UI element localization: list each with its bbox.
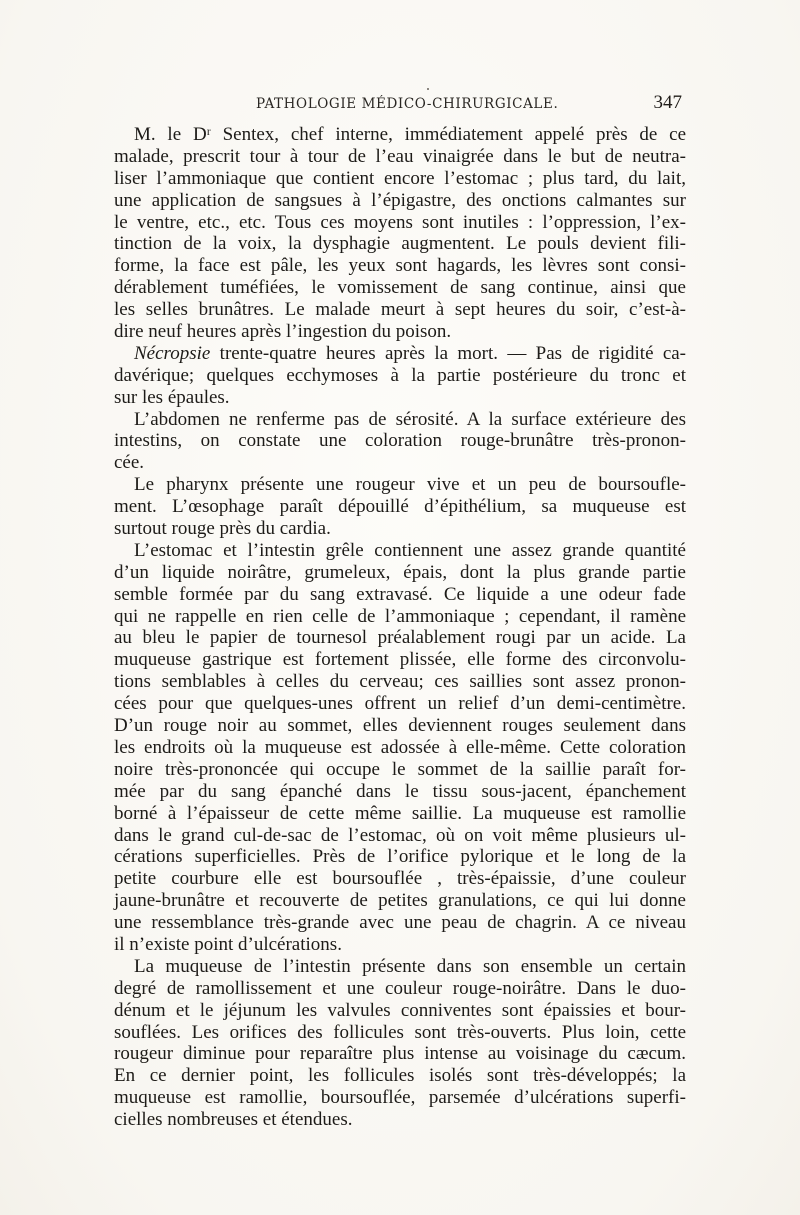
text-line: ment. L’œsophage paraît dépouillé d’épithélium, sa muqueuse est [114, 496, 686, 518]
text-line: L’abdomen ne renferme pas de sérosité. A la surface extérieure des [134, 408, 686, 430]
text-line: une ressemblance très-grande avec une peau de chagrin. A ce niveau [114, 912, 686, 934]
body-text [114, 124, 686, 1131]
text-line: L’estomac et l’intestin grêle contiennent une assez grande quantité [134, 539, 686, 561]
text-line: il n’existe point d’ulcérations. [114, 933, 342, 955]
text-line: jaune-brunâtre et recouverte de petites granulations, ce qui lui donne [114, 890, 686, 912]
text-line: cérations superficielles. Près de l’orifice pylorique et le long de la [114, 846, 686, 868]
text-line: mée par du sang épanché dans le tissu sous-jacent, épanchement [114, 780, 686, 802]
text-line: dire neuf heures après l’ingestion du poison. [114, 321, 452, 343]
text-line: malade, prescrit tour à tour de l’eau vinaigrée dans le but de neutra- [114, 145, 686, 167]
text-line: souflées. Les orifices des follicules sont très-ouverts. Plus loin, cette [114, 1021, 686, 1043]
text-line: tinction de la voix, la dysphagie augmentent. Le pouls devient fili- [114, 233, 686, 255]
text-line: D’un rouge noir au sommet, elles deviennent rouges seulement dans [114, 715, 686, 737]
text-line: tions semblables à celles du cerveau; ces saillies sont assez pronon- [114, 671, 686, 693]
text-line: petite courbure elle est boursouflée , très-épaissie, d’une couleur [114, 868, 686, 890]
text-line: forme, la face est pâle, les yeux sont hagards, les lèvres sont consi- [114, 255, 686, 277]
text-line: dans le grand cul-de-sac de l’estomac, où on voit même plusieurs ul- [114, 824, 686, 846]
necropsie-label: Nécropsie [134, 342, 211, 364]
necropsie-line-text: trente-quatre heures après la mort. — Pas de rigidité ca- [219, 342, 687, 364]
text-line: degré de ramollissement et une couleur rouge-noirâtre. Dans le duo- [114, 977, 686, 999]
text-line: noire très-prononcée qui occupe le sommet de la saillie paraît for- [114, 758, 686, 780]
text-line: dénum et le jéjunum les valvules conniventes sont épaissies et bour- [114, 999, 686, 1021]
text-line: les selles brunâtres. Le malade meurt à sept heures du soir, c’est-à- [114, 299, 686, 321]
text-line: Le pharynx présente une rougeur vive et un peu de boursoufle- [134, 474, 686, 496]
text-line: le ventre, etc., etc. Tous ces moyens sont inutiles : l’oppression, l’ex- [114, 211, 686, 233]
running-header-title: PATHOLOGIE MÉDICO-CHIRURGICALE. [256, 96, 559, 112]
text-line: au bleu le papier de tournesol préalablement rougi par un acide. La [114, 627, 686, 649]
page-number: 347 [653, 92, 682, 113]
text-line: muqueuse gastrique est fortement plissée, elle forme des circonvolu- [114, 649, 686, 671]
text-line: liser l’ammoniaque que contient encore l’estomac ; plus tard, du lait, [114, 167, 686, 189]
text-line: cée. [114, 452, 145, 474]
text-line: d’un liquide noirâtre, grumeleux, épais, dont la plus grande partie [114, 561, 686, 583]
text-line: En ce dernier point, les follicules isolés sont très-développés; la [114, 1065, 686, 1087]
text-line: une application de sangsues à l’épigastre, des onctions calmantes sur [114, 189, 686, 211]
text-line: surtout rouge près du cardia. [114, 518, 331, 540]
print-speck [427, 88, 429, 90]
text-line: rougeur diminue pour reparaître plus intense au voisinage du cæcum. [114, 1043, 686, 1065]
text-line: La muqueuse de l’intestin présente dans son ensemble un certain [134, 955, 686, 977]
running-header [118, 92, 682, 122]
text-line: borné à l’épaisseur de cette même saillie. La muqueuse est ramollie [114, 802, 686, 824]
necropsie-line [114, 343, 686, 365]
text-line: dérablement tuméfiées, le vomissement de sang continue, ainsi que [114, 277, 686, 299]
text-line: qui ne rappelle en rien celle de l’ammoniaque ; cependant, il ramène [114, 605, 686, 627]
text-line: M. le Dʳ Sentex, chef interne, immédiatement appelé près de ce [134, 124, 686, 145]
text-line: muqueuse est ramollie, boursouflée, parsemée d’ulcérations superfi- [114, 1087, 686, 1109]
text-line: cées pour que quelques-unes offrent un relief d’un demi-centimètre. [114, 693, 686, 715]
text-line: intestins, on constate une coloration rouge-brunâtre très-pronon- [114, 430, 686, 452]
text-line: davérique; quelques ecchymoses à la partie postérieure du tronc et [114, 364, 686, 386]
text-line: semble formée par du sang extravasé. Ce liquide a une odeur fade [114, 583, 686, 605]
text-line: cielles nombreuses et étendues. [114, 1109, 353, 1131]
text-line: sur les épaules. [114, 386, 230, 408]
text-line: les endroits où la muqueuse est adossée à elle-même. Cette coloration [114, 736, 686, 758]
